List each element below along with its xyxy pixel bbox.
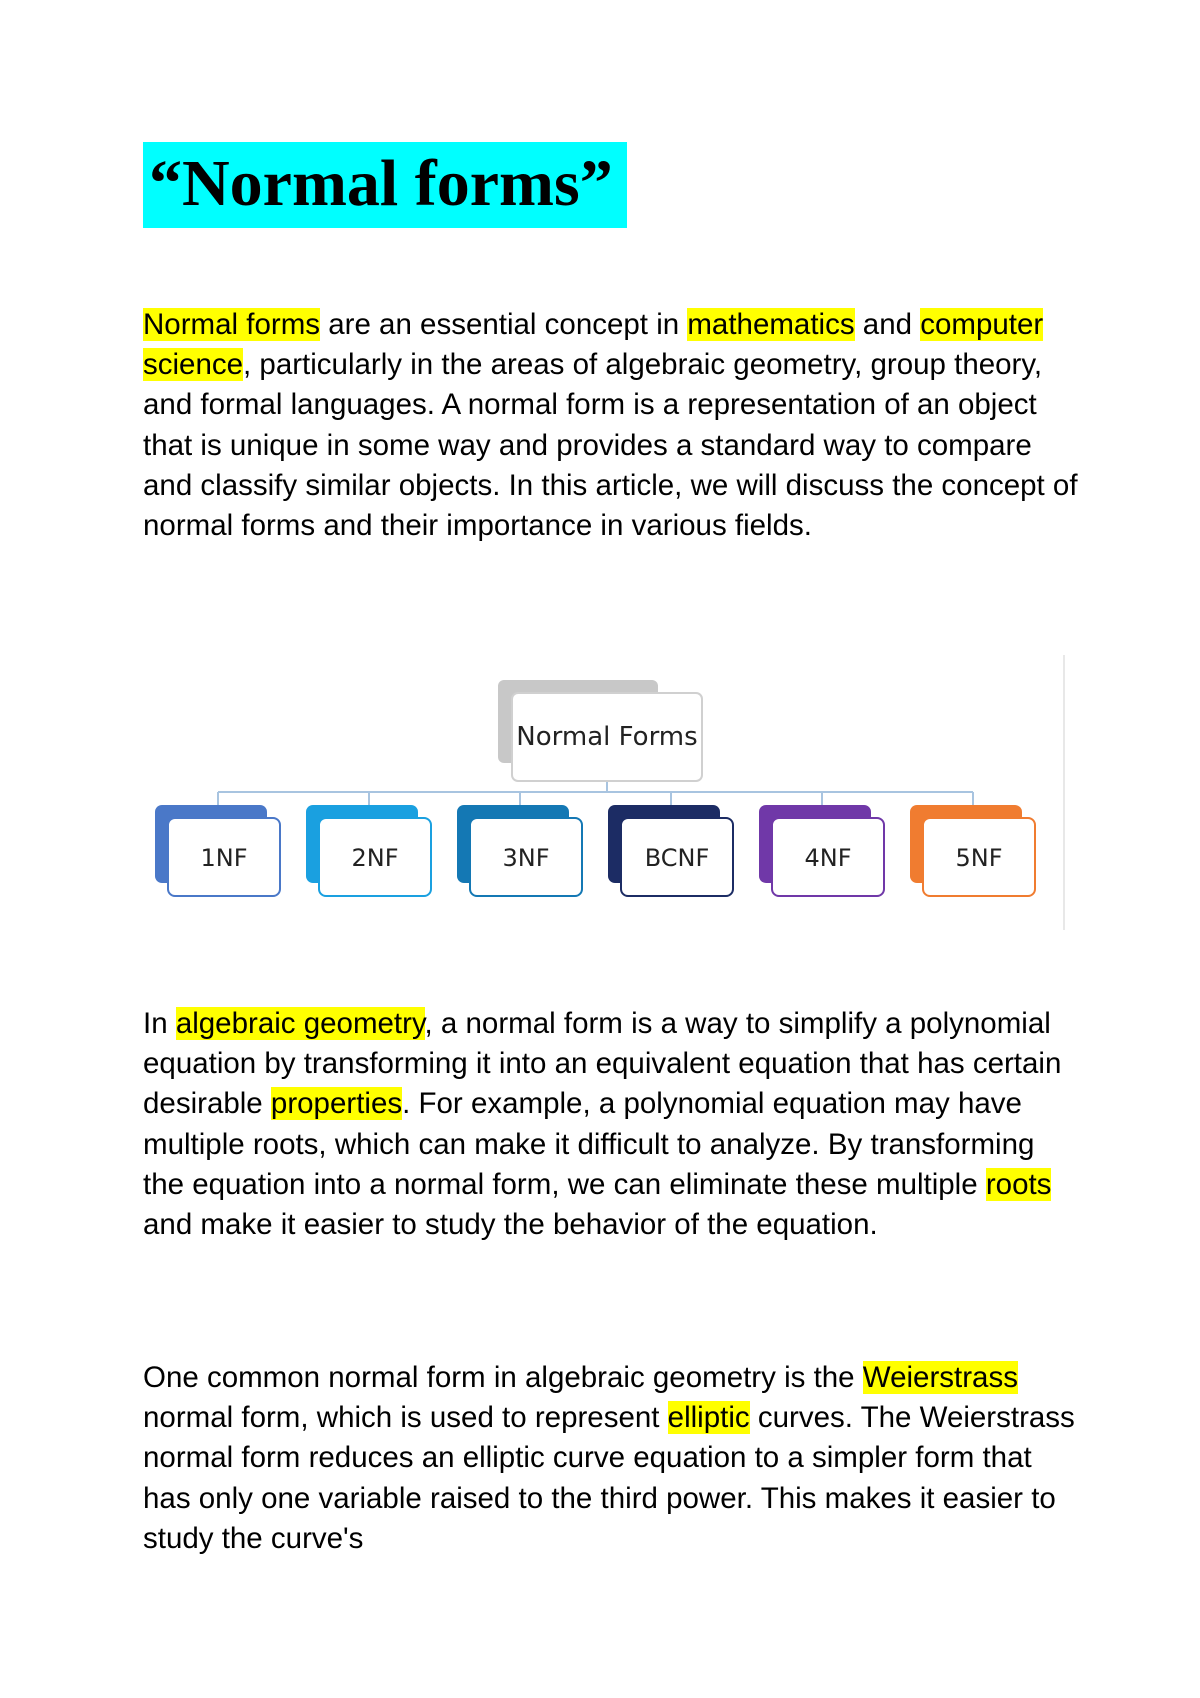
normal-forms-diagram [140, 655, 1070, 930]
paragraph-text: and [854, 308, 921, 341]
paragraph-text: , a normal form is a way to simplify a polynomial equation by transforming it into an equivalent equation that has certain desirable [143, 1007, 1062, 1121]
highlighted-term: computer science [143, 308, 1044, 382]
paragraph-text: , particularly in the areas of algebraic geometry, group theory, and formal languages. A normal form is a representation of an object that is unique in some way and provides a standard way to compare and classify similar objects. In this article, we will discuss the concept of normal forms and their importance in various fields. [143, 348, 1078, 543]
intro-paragraph [143, 305, 1083, 546]
highlighted-term: mathematics [687, 308, 855, 341]
highlighted-term: elliptic [667, 1401, 750, 1435]
child-node-label: 4NF [804, 844, 852, 872]
paragraph-text: In [143, 1007, 176, 1040]
child-node-3nf [457, 805, 582, 896]
paragraph-text: One common normal form in algebraic geometry is the [143, 1361, 863, 1394]
child-node-4nf [759, 805, 884, 896]
child-node-label: BCNF [644, 844, 710, 872]
weierstrass-paragraph [143, 1358, 1083, 1559]
highlighted-term: properties [270, 1087, 403, 1121]
child-node-label: 1NF [200, 844, 248, 872]
child-node-label: 2NF [351, 844, 399, 872]
paragraph-text: normal form, which is used to represent [143, 1401, 668, 1435]
child-node-5nf [910, 805, 1035, 896]
highlighted-term: algebraic geometry [175, 1007, 425, 1040]
paragraph-text: . For example, a polynomial equation may have multiple roots, which can make it difficult to analyze. By transforming the equation into a normal form, we can eliminate these multiple [143, 1087, 1035, 1201]
root-node-label: Normal Forms [516, 722, 698, 752]
highlighted-term: roots [985, 1167, 1052, 1201]
paragraph-text: curves. The Weierstrass normal form reduces an elliptic curve equation to a simpler form that has only one variable raised to the third power. This makes it easier to study the curve's [143, 1401, 1075, 1555]
child-node-label: 3NF [502, 844, 550, 872]
child-node-1nf [155, 805, 280, 896]
page-title: “Normal forms” [143, 142, 627, 228]
highlighted-term: Weierstrass [862, 1361, 1018, 1394]
paragraph-text: and make it easier to study the behavior of the equation. [143, 1208, 878, 1242]
highlighted-term: Normal forms [143, 308, 321, 341]
root-node [498, 680, 702, 781]
child-node-bcnf [608, 805, 733, 896]
child-node-label: 5NF [955, 844, 1003, 872]
algebraic-geometry-paragraph [143, 1004, 1083, 1245]
child-nodes [155, 805, 1035, 896]
child-node-2nf [306, 805, 431, 896]
paragraph-text: are an essential concept in [320, 308, 688, 341]
